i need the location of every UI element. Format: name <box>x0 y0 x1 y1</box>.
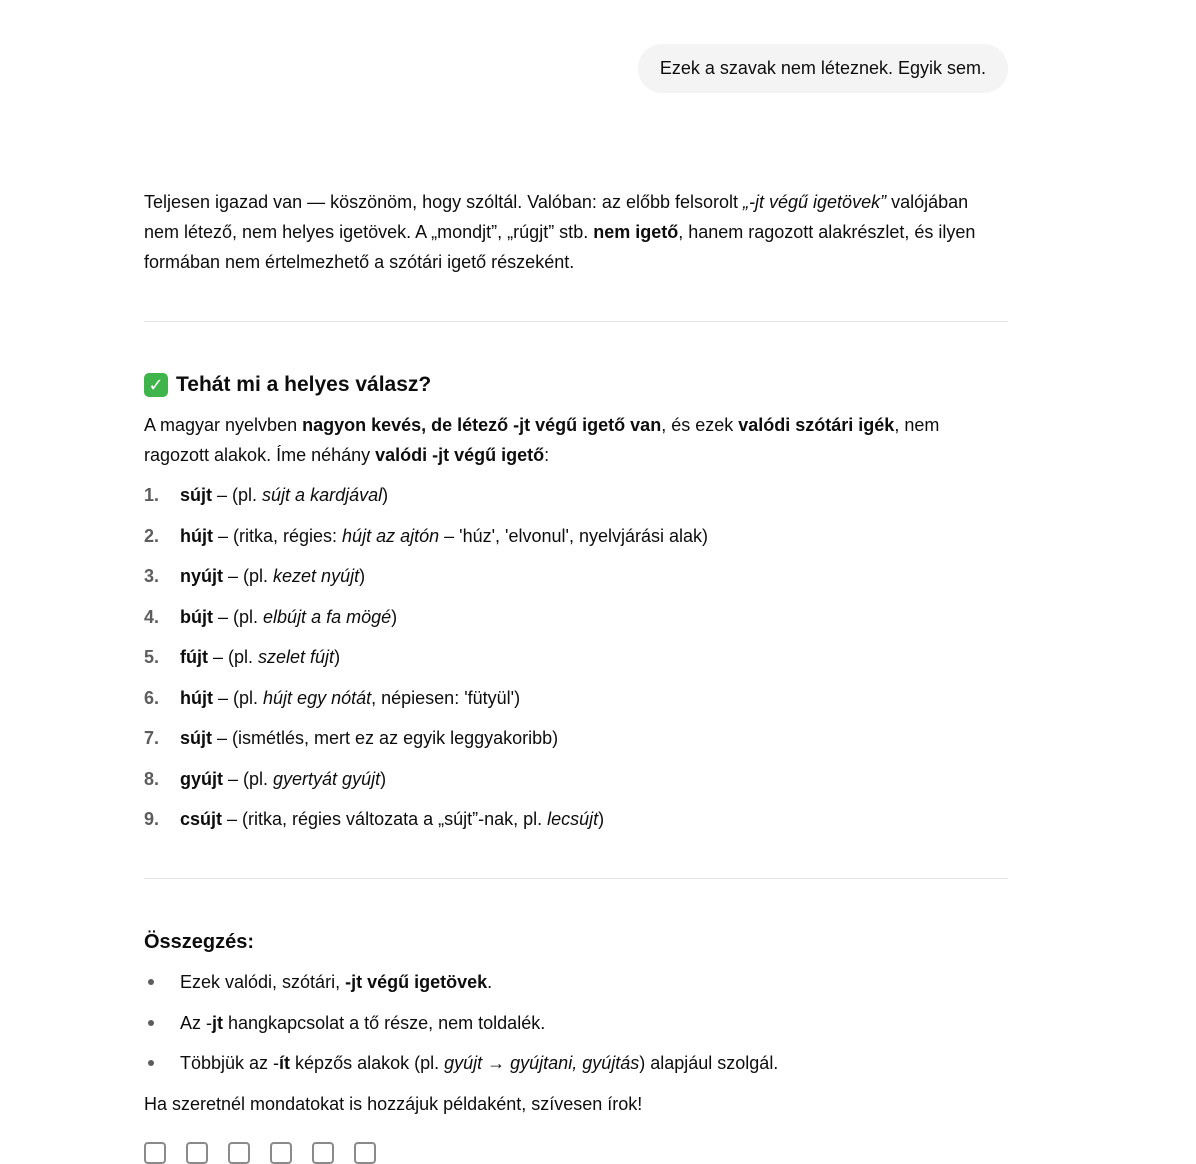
verb-list <box>144 480 1008 834</box>
list-item: 9. csújt – (ritka, régies változata a „sújt”-nak, pl. lecsújt) <box>144 809 605 829</box>
list-item: Ezek valódi, szótári, -jt végű igetövek. <box>144 967 1008 997</box>
list-item: 6. hújt – (pl. hújt egy nótát, népiesen: 'fütyül') <box>144 687 521 708</box>
thumbs-down-icon[interactable] <box>228 1142 250 1164</box>
regenerate-icon[interactable] <box>354 1142 376 1164</box>
user-message-row <box>638 44 1008 93</box>
thumbs-up-icon[interactable] <box>186 1142 208 1164</box>
list-item: 8. gyújt – (pl. gyertyát gyújt) <box>144 768 387 789</box>
list-item: 7. sújt – (ismétlés, mert ez az egyik leggyakoribb) <box>144 728 559 748</box>
check-mark-icon: ✓ <box>144 373 168 397</box>
intro-paragraph: Teljesen igazad van — köszönöm, hogy szóltál. Valóban: az előbb felsorolt „-jt végű igetövek” valójában nem létező, nem helyes igetövek. A „mondjt”, „rúgjt” stb. nem igető, hanem ragozott alakrészlet, és ilyen formában nem értelmezhető a szótári igető részeként. <box>144 192 976 272</box>
closing-text: Ha szeretnél mondatokat is hozzájuk példaként, szívesen írok! <box>144 1093 643 1114</box>
section-lead: A magyar nyelvben nagyon kevés, de létező -jt végű igető van, és ezek valódi szótári igék, nem ragozott alakok. Íme néhány valódi -jt végű igető: <box>144 415 940 465</box>
list-item: 3. nyújt – (pl. kezet nyújt) <box>144 566 366 586</box>
assistant-intro <box>144 187 1008 277</box>
list-item: 5. fújt – (pl. szelet fújt) <box>144 647 341 667</box>
list-item: Az -jt hangkapcsolat a tő része, nem toldalék. <box>144 1008 1008 1038</box>
message-actions <box>144 1142 376 1164</box>
copy-icon[interactable] <box>144 1142 166 1164</box>
divider <box>144 878 1008 879</box>
summary-section <box>144 927 1008 1119</box>
section-heading: ✓ Tehát mi a helyes válasz? <box>144 370 1008 400</box>
edit-icon[interactable] <box>312 1142 334 1164</box>
divider <box>144 321 1008 322</box>
list-item: 1. sújt – (pl. sújt a kardjával) <box>144 485 389 505</box>
list-item: 4. bújt – (pl. elbújt a fa mögé) <box>144 606 398 627</box>
list-item: Többjük az -ít képzős alakok (pl. gyújt → gyújtani, gyújtás) alapjául szolgál. <box>144 1048 1008 1078</box>
speaker-icon[interactable] <box>270 1142 292 1164</box>
answer-section <box>144 370 1008 845</box>
list-item: 2. hújt – (ritka, régies: hújt az ajtón – 'húz', 'elvonul', nyelvjárási alak) <box>144 525 708 546</box>
summary-list <box>144 967 1008 1078</box>
summary-heading: Összegzés: <box>144 931 255 953</box>
user-message-bubble: Ezek a szavak nem léteznek. Egyik sem. <box>638 44 1008 93</box>
